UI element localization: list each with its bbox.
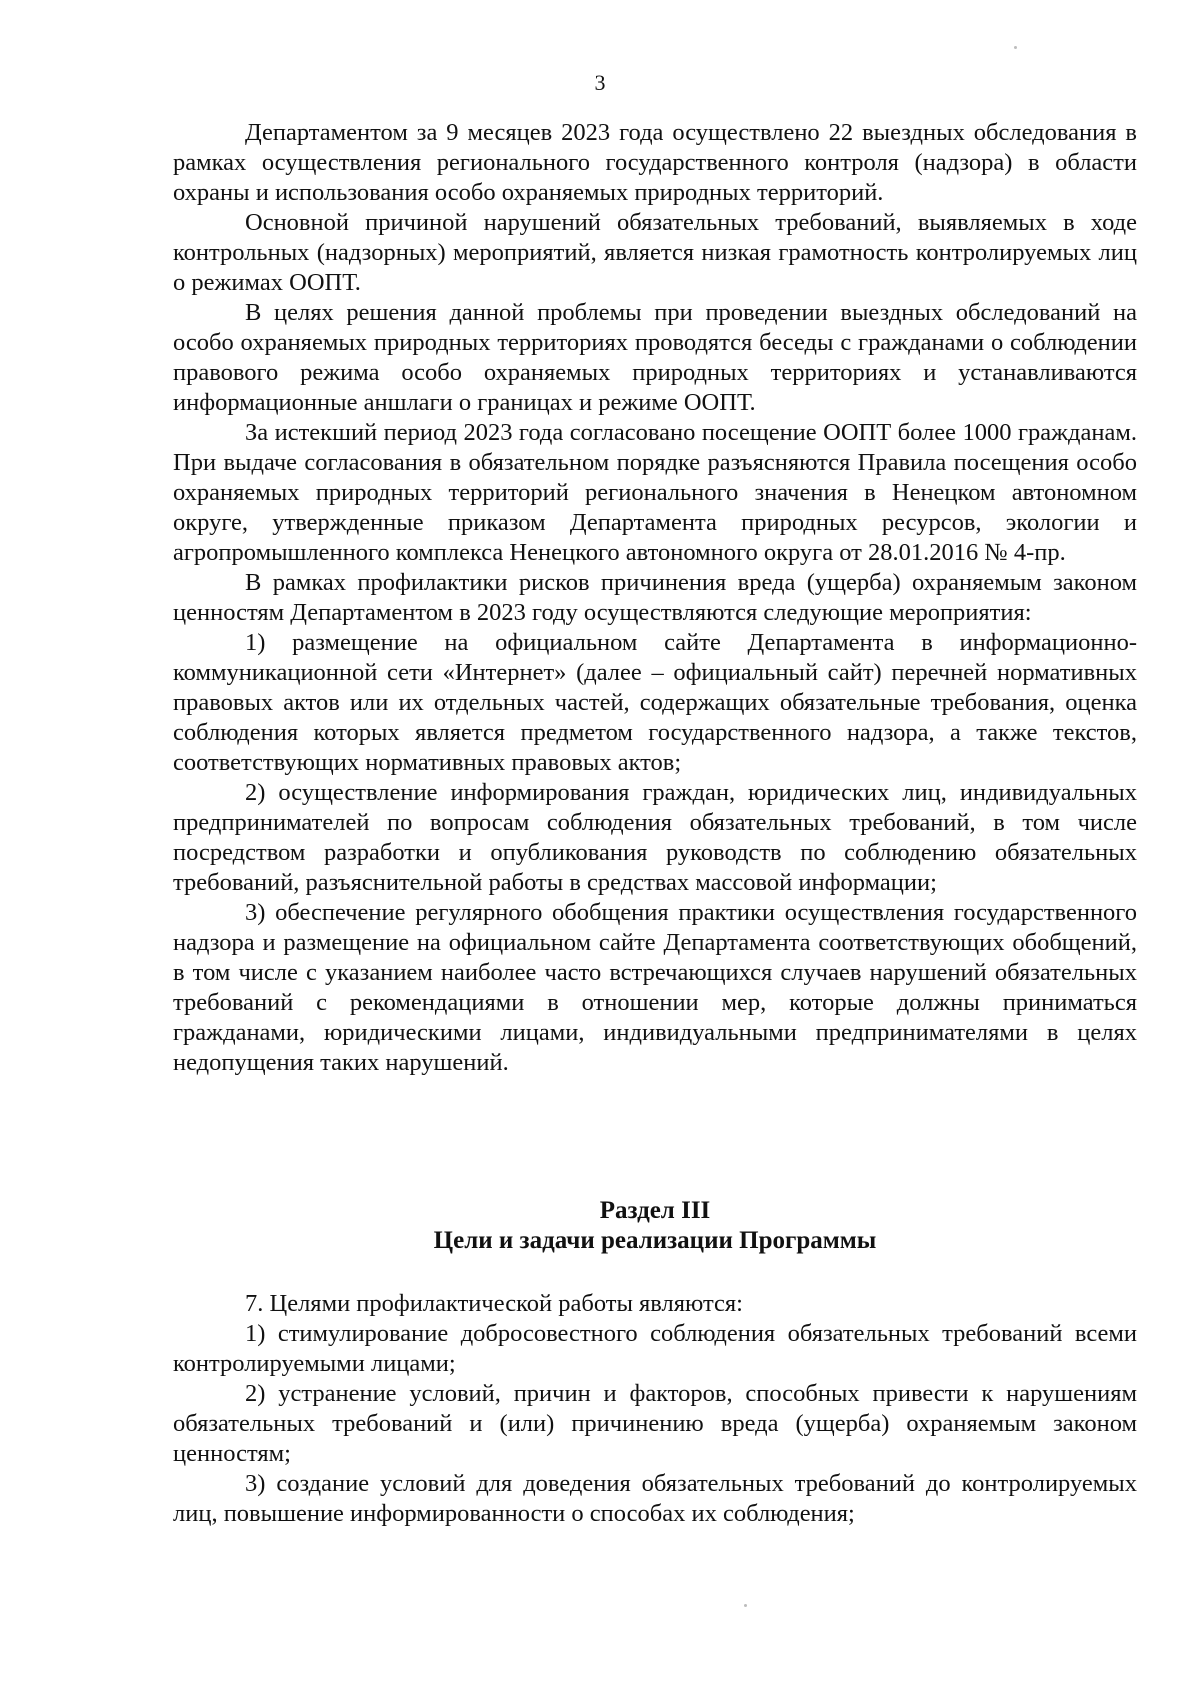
measure-item-1: 1) размещение на официальном сайте Департамента в информационно-коммуникационной сети «Интернет» (далее – официальный сайт) перечней нормативных правовых актов или их отдельных частей, содержащих обязательные требования, оценка соблюдения которых является предметом государственного надзора, а также текстов, соответствующих нормативных правовых актов; <box>173 629 1137 776</box>
paragraph-main-cause: Основной причиной нарушений обязательных требований, выявляемых в ходе контрольных (надзорных) мероприятий, является низкая грамотность контролируемых лиц о режимах ООПТ. <box>173 209 1137 296</box>
measure-item-2: 2) осуществление информирования граждан, юридических лиц, индивидуальных предпринимателей по вопросам соблюдения обязательных требований, в том числе посредством разработки и опубликования руководств по соблюдению обязательных требований, разъяснительной работы в средствах массовой информации; <box>173 779 1137 896</box>
goals-intro: 7. Целями профилактической работы являются: <box>245 1290 743 1317</box>
goal-item-3: 3) создание условий для доведения обязательных требований до контролируемых лиц, повышение информированности о способах их соблюдения; <box>173 1470 1137 1527</box>
goal-item-1: 1) стимулирование добросовестного соблюдения обязательных требований всеми контролируемыми лицами; <box>173 1320 1137 1377</box>
scan-speck <box>744 1604 747 1607</box>
body-text <box>173 118 1137 1078</box>
scan-speck <box>1014 46 1017 49</box>
section-heading <box>173 1196 1137 1256</box>
page-number: 3 <box>594 70 606 95</box>
paragraph-solution: В целях решения данной проблемы при проведении выездных обследований на особо охраняемых природных территориях проводятся беседы с гражданами о соблюдении правового режима особо охраняемых природных территориях и устанавливаются информационные аншлаги о границах и режиме ООПТ. <box>173 299 1137 416</box>
goals-block <box>173 1289 1137 1529</box>
goal-item-2: 2) устранение условий, причин и факторов, способных привести к нарушениям обязательных требований и (или) причинению вреда (ущерба) охраняемым законом ценностям; <box>173 1380 1137 1467</box>
section-title: Цели и задачи реализации Программы <box>433 1227 877 1254</box>
paragraph-visits: За истекший период 2023 года согласовано посещение ООПТ более 1000 гражданам. При выдаче согласования в обязательном порядке разъясняются Правила посещения особо охраняемых природных территорий регионального значения в Ненецком автономном округе, утвержденные приказом Департамента природных ресурсов, экологии и агропромышленного комплекса Ненецкого автономного округа от 28.01.2016 № 4-пр. <box>173 419 1137 566</box>
paragraph-prevention-intro: В рамках профилактики рисков причинения вреда (ущерба) охраняемым законом ценностям Департаментом в 2023 году осуществляются следующие мероприятия: <box>173 569 1137 626</box>
paragraph-inspections: Департаментом за 9 месяцев 2023 года осуществлено 22 выездных обследования в рамках осуществления регионального государственного контроля (надзора) в области охраны и использования особо охраняемых природных территорий. <box>173 119 1137 206</box>
measure-item-3: 3) обеспечение регулярного обобщения практики осуществления государственного надзора и размещение на официальном сайте Департамента соответствующих обобщений, в том числе с указанием наиболее часто встречающихся случаев нарушений обязательных требований с рекомендациями в отношении мер, которые должны приниматься гражданами, юридическими лицами, индивидуальными предпринимателями в целях недопущения таких нарушений. <box>173 899 1137 1076</box>
section-number: Раздел III <box>599 1197 711 1224</box>
